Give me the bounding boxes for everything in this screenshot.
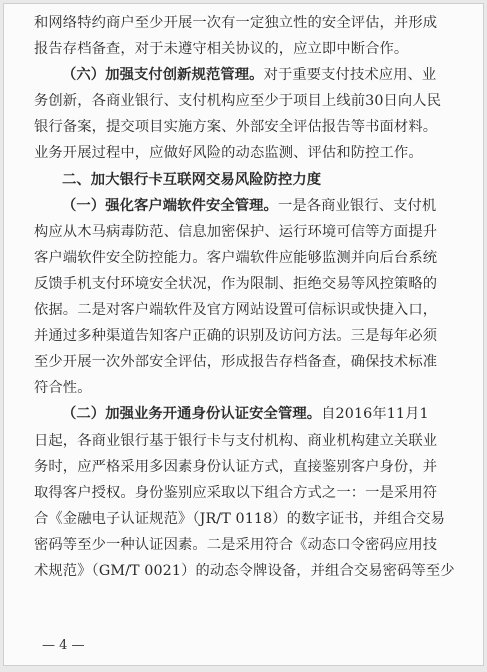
text-line: 构应从木马病毒防范、信息加密保护、运行环境可信等方面提升 <box>34 223 438 240</box>
text-line: 务时，应严格采用多因素身份认证方式，直接鉴别客户身份，并 <box>34 458 438 475</box>
text-line: 密码等至少一种认证因素。二是采用符合《动态口令密码应用技 <box>34 536 438 553</box>
text-line: 客户端软件安全防控能力。客户端软件应能够监测并向后台系统 <box>34 249 438 266</box>
text-line: 取得客户授权。身份鉴别应采取以下组合方式之一：一是采用符 <box>34 484 438 501</box>
text-line: 并通过多种渠道告知客户正确的识别及访问方法。三是每年必须 <box>34 328 438 345</box>
section-heading: 二、加大银行卡互联网交易风险防控力度 <box>62 171 322 188</box>
section-label: （一）强化客户端软件安全管理。 <box>62 197 278 214</box>
text-span: 自2016年11月1 <box>321 406 429 423</box>
text-line: 日起，各商业银行基于银行卡与支付机构、商业机构建立关联业 <box>34 432 438 449</box>
text-line: 业务开展过程中，应做好风险的动态监测、评估和防控工作。 <box>34 145 423 162</box>
text-span: 对于重要支付技术应用、业 <box>263 67 437 84</box>
document-body <box>34 10 467 584</box>
text-line: 符合性。 <box>34 380 92 397</box>
text-line: 至少开展一次外部安全评估，形成报告存档备查，确保技术标准 <box>34 354 438 371</box>
document-page <box>3 3 484 666</box>
section-label: （六）加强支付创新规范管理。 <box>62 67 264 84</box>
text-line: 合《金融电子认证规范》（JR/T 0118）的数字证书，并组合交易 <box>34 510 446 527</box>
text-line: 依据。二是对客户端软件及官方网站设置可信标识或快捷入口， <box>34 302 438 319</box>
text-line <box>34 193 467 219</box>
text-line: 术规范》（GM/T 0021）的动态令牌设备，并组合交易密码等至少 <box>34 562 455 579</box>
text-span: 一是各商业银行、支付机 <box>277 197 437 214</box>
text-line: 务创新，各商业银行、支付机构应至少于项目上线前30日向人民 <box>34 93 442 110</box>
text-line <box>34 401 467 427</box>
text-line: 报告存档备查，对于未遵守相关协议的，应立即中断合作。 <box>34 41 409 58</box>
section-label: （二）加强业务开通身份认证安全管理。 <box>62 406 322 423</box>
text-line: 反馈手机支付环境安全状况，作为限制、拒绝交易等风控策略的 <box>34 275 438 292</box>
text-line <box>34 62 467 88</box>
text-line: 和网络特约商户至少开展一次有一定独立性的安全评估，并形成 <box>34 15 438 31</box>
page-number: — 4 — <box>42 638 85 653</box>
text-line: 银行备案，提交项目实施方案、外部安全评估报告等书面材料。 <box>34 119 438 136</box>
